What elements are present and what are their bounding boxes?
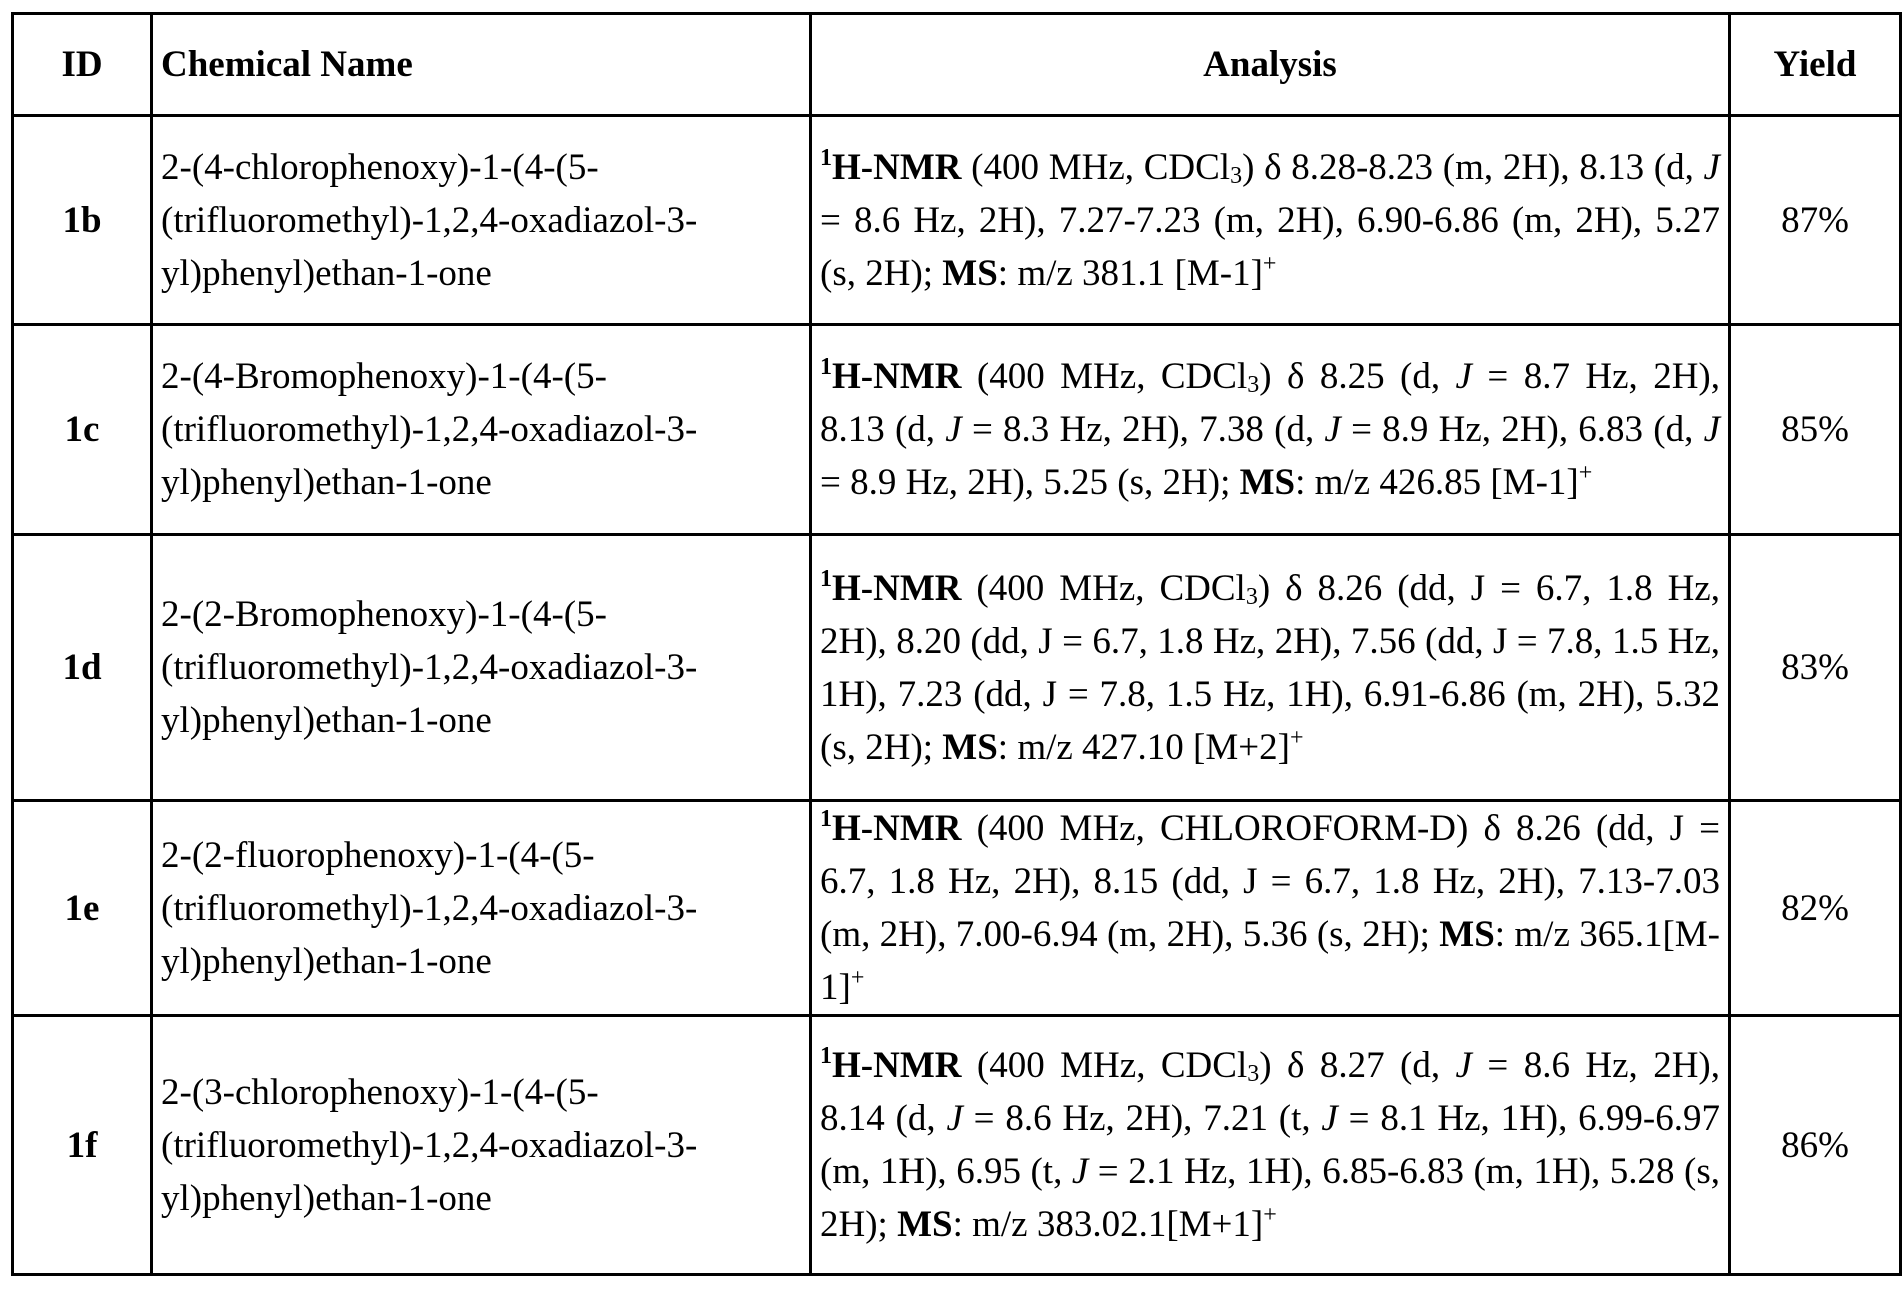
nmr-text: = 8.7 Hz, 2H), 8.13 (d, <box>820 356 1720 450</box>
nmr-text: = 8.6 Hz, 2H), 8.14 (d, <box>820 1045 1720 1139</box>
nmr-text: = 8.9 Hz, 2H), 6.83 (d, <box>1340 409 1704 450</box>
nmr-subscript: 3 <box>1247 372 1260 398</box>
analysis-text <box>811 535 1730 801</box>
nmr-label-text: H-NMR <box>832 808 962 849</box>
ms-label: MS <box>942 252 998 294</box>
ms-label: MS <box>897 1204 953 1245</box>
nmr-text: = 8.6 Hz, 2H), 7.21 (t, <box>962 1098 1322 1139</box>
coupling-constant-symbol: J <box>1703 146 1720 188</box>
nmr-label-text: H-NMR <box>832 1045 962 1086</box>
nmr-label-text: H-NMR <box>832 567 962 609</box>
header-id: ID <box>13 14 152 116</box>
ms-superscript: + <box>1289 724 1304 751</box>
nmr-text: = 8.3 Hz, 2H), 7.38 (d, <box>961 409 1325 450</box>
coupling-constant-symbol: J <box>1455 1045 1472 1086</box>
nmr-label-text: H-NMR <box>832 356 962 397</box>
nmr-label <box>820 144 962 188</box>
nmr-text: ) δ 8.27 (d, <box>1259 1045 1456 1086</box>
analysis-text <box>811 116 1730 325</box>
compound-analysis-table <box>11 12 1902 1276</box>
nmr-superscript: 1 <box>820 1043 832 1069</box>
nmr-text: = 8.1 Hz, 1H), 6.99-6.97 (m, 1H), 6.95 (t, <box>820 1098 1721 1192</box>
compound-id: 1f <box>13 1016 152 1275</box>
nmr-text: ) δ 8.25 (d, <box>1259 356 1456 397</box>
yield-value: 87% <box>1730 116 1901 325</box>
nmr-superscript: 1 <box>820 354 832 380</box>
nmr-label-text: H-NMR <box>832 146 962 188</box>
ms-superscript: + <box>850 965 865 991</box>
chemical-name: 2-(4-Bromophenoxy)-1-(4-(5-(trifluoromethyl)-1,2,4-oxadiazol-3-yl)phenyl)ethan-1-one <box>152 325 811 535</box>
nmr-text: (400 MHz, CDCl <box>961 356 1248 397</box>
nmr-subscript: 3 <box>1247 1061 1260 1087</box>
nmr-text: ) δ 8.28-8.23 (m, 2H), 8.13 (d, <box>1242 146 1704 188</box>
coupling-constant-symbol: J <box>1321 1098 1338 1139</box>
ms-text: : m/z 383.02.1[M+1] <box>952 1204 1264 1245</box>
header-analysis: Analysis <box>811 14 1730 116</box>
table-row <box>13 1016 1901 1275</box>
chemical-name: 2-(3-chlorophenoxy)-1-(4-(5-(trifluoromethyl)-1,2,4-oxadiazol-3-yl)phenyl)ethan-1-one <box>152 1016 811 1275</box>
ms-text: : m/z 365.1[M-1] <box>820 914 1720 1008</box>
ms-superscript: + <box>1262 250 1277 277</box>
compound-id: 1d <box>13 535 152 801</box>
chemical-name: 2-(2-Bromophenoxy)-1-(4-(5-(trifluoromethyl)-1,2,4-oxadiazol-3-yl)phenyl)ethan-1-one <box>152 535 811 801</box>
table-row <box>13 116 1901 325</box>
table-row <box>13 801 1901 1016</box>
nmr-text: (400 MHz, CDCl <box>961 567 1246 609</box>
chemical-name: 2-(2-fluorophenoxy)-1-(4-(5-(trifluoromethyl)-1,2,4-oxadiazol-3-yl)phenyl)ethan-1-one <box>152 801 811 1016</box>
analysis-text <box>811 325 1730 535</box>
ms-text: : m/z 426.85 [M-1] <box>1295 462 1579 503</box>
nmr-text: (400 MHz, CDCl <box>961 146 1231 188</box>
nmr-subscript: 3 <box>1245 583 1258 610</box>
table-row <box>13 325 1901 535</box>
yield-value: 86% <box>1730 1016 1901 1275</box>
ms-text: : m/z 427.10 [M+2] <box>997 726 1290 768</box>
chemical-name: 2-(4-chlorophenoxy)-1-(4-(5-(trifluoromethyl)-1,2,4-oxadiazol-3-yl)phenyl)ethan-1-one <box>152 116 811 325</box>
analysis-text <box>811 1016 1730 1275</box>
nmr-subscript: 3 <box>1230 162 1243 189</box>
compound-id: 1b <box>13 116 152 325</box>
header-chemical-name: Chemical Name <box>152 14 811 116</box>
nmr-superscript: 1 <box>820 144 832 171</box>
nmr-superscript: 1 <box>820 806 832 832</box>
coupling-constant-symbol: J <box>1071 1151 1089 1192</box>
nmr-text: = 8.9 Hz, 2H), 5.25 (s, 2H); <box>820 462 1240 503</box>
nmr-text: = 2.1 Hz, 1H), 6.85-6.83 (m, 1H), 5.28 (s, 2H); <box>820 1151 1720 1245</box>
coupling-constant-symbol: J <box>1455 356 1472 397</box>
nmr-superscript: 1 <box>820 565 832 592</box>
ms-superscript: + <box>1578 460 1593 486</box>
nmr-text: = 8.6 Hz, 2H), 7.27-7.23 (m, 2H), 6.90-6.86 (m, 2H), 5.27 (s, 2H); <box>820 199 1720 294</box>
ms-label: MS <box>942 726 998 768</box>
header-yield: Yield <box>1730 14 1901 116</box>
nmr-text: ) δ 8.26 (dd, J = 6.7, 1.8 Hz, 2H), 8.20 (dd, J = 6.7, 1.8 Hz, 2H), 7.56 (dd, J = 7.8, 1.5 Hz, 1H), 7.23 (dd, J = 7.8, 1.5 Hz, 1H), 6.91-6.86 (m, 2H), 5.32 (s, 2H); <box>820 567 1720 768</box>
yield-value: 83% <box>1730 535 1901 801</box>
ms-superscript: + <box>1263 1202 1277 1228</box>
nmr-text: (400 MHz, CDCl <box>961 1045 1248 1086</box>
yield-value: 85% <box>1730 325 1901 535</box>
coupling-constant-symbol: J <box>945 409 962 450</box>
table-row <box>13 535 1901 801</box>
coupling-constant-symbol: J <box>1703 409 1720 450</box>
ms-text: : m/z 381.1 [M-1] <box>997 252 1263 294</box>
compound-id: 1e <box>13 801 152 1016</box>
coupling-constant-symbol: J <box>946 1098 963 1139</box>
nmr-text: (400 MHz, CHLOROFORM-D) δ 8.26 (dd, J = 6.7, 1.8 Hz, 2H), 8.15 (dd, J = 6.7, 1.8 Hz, 2H), 7.13-7.03 (m, 2H), 7.00-6.94 (m, 2H), 5.36 (s, 2H); <box>820 808 1720 955</box>
ms-label: MS <box>1439 914 1495 955</box>
yield-value: 82% <box>1730 801 1901 1016</box>
analysis-text <box>811 801 1730 1016</box>
coupling-constant-symbol: J <box>1324 409 1341 450</box>
header-row <box>13 14 1901 116</box>
ms-label: MS <box>1239 462 1296 503</box>
compound-id: 1c <box>13 325 152 535</box>
